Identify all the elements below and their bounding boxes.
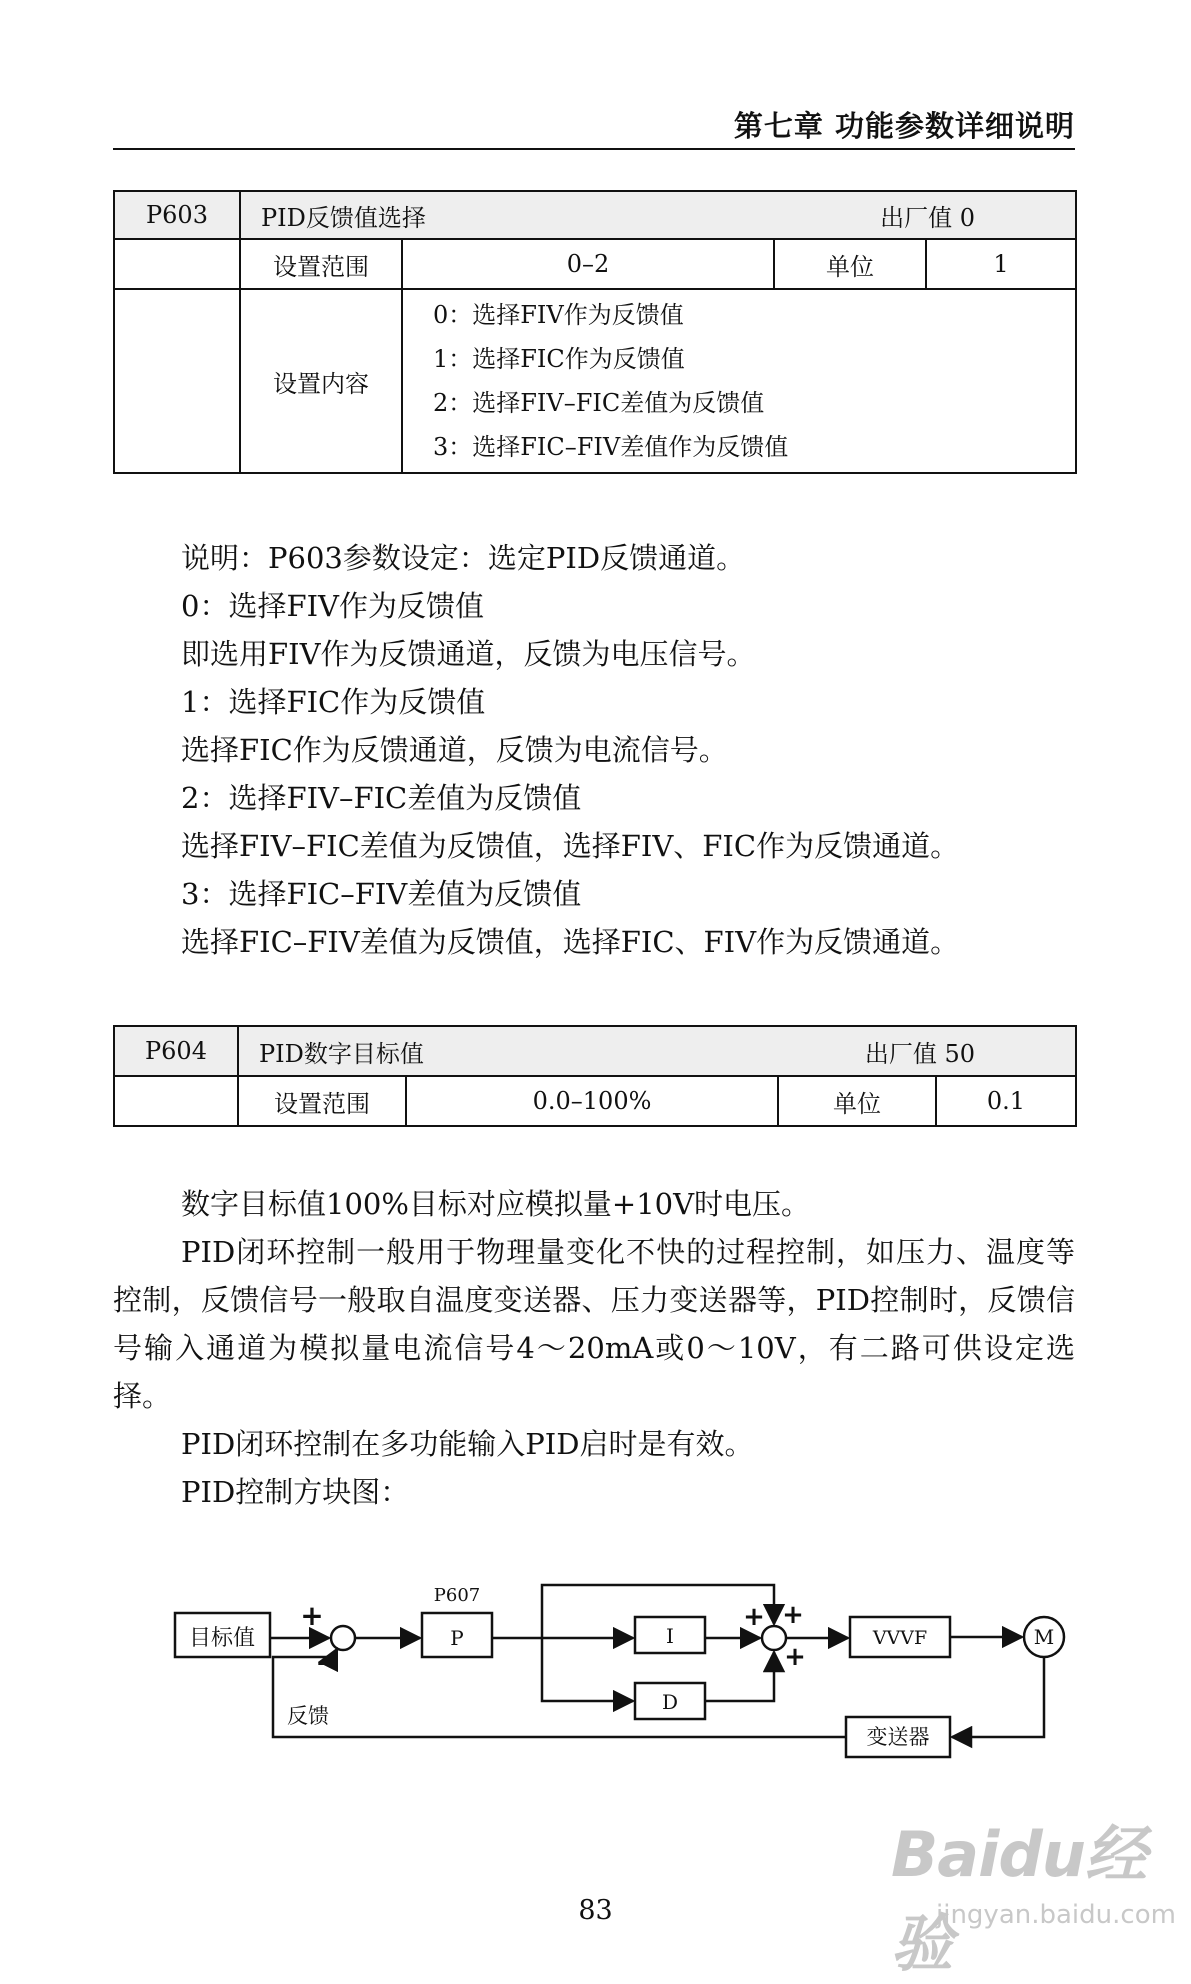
p604-name: PID数字目标值 <box>259 1039 424 1068</box>
p604-description <box>113 1180 1075 1516</box>
p603-content-label: 设置内容 <box>240 289 402 473</box>
p604-range-value: 0.0–100% <box>406 1076 778 1126</box>
p604-code: P604 <box>114 1026 238 1076</box>
page-header <box>113 96 1075 150</box>
target-label: 目标值 <box>188 1626 256 1651</box>
watermark-logo: Baidu经验 <box>891 1818 1146 1980</box>
page-number: 83 <box>578 1895 613 1926</box>
p604-title-cell <box>238 1026 1076 1076</box>
plus-sign: + <box>784 1642 806 1672</box>
p603-unit-label: 单位 <box>774 239 926 289</box>
p603-explanation <box>113 534 1075 966</box>
arrow-motor-to-transmitter <box>952 1657 1044 1737</box>
feedback-label: 反馈 <box>287 1704 329 1728</box>
p603-empty-cell <box>114 239 240 289</box>
p-label: P <box>450 1626 464 1650</box>
p603-option: 0：选择FIV作为反馈值 <box>433 301 684 329</box>
d-label: D <box>661 1690 679 1714</box>
desc-line: 数字目标值100%目标对应模拟量+10V时电压。 <box>181 1187 811 1221</box>
explain-line: 选择FIC作为反馈通道，反馈为电流信号。 <box>181 733 728 767</box>
desc-paragraph: PID闭环控制一般用于物理量变化不快的过程控制，如压力、温度等控制，反馈信号一般取自温度变送器、压力变送器等，PID控制时，反馈信号输入通道为模拟量电流信号4～20mA或0～10V，有二路可供设定选择。 <box>113 1235 1075 1413</box>
explain-line: 选择FIV–FIC差值为反馈值，选择FIV、FIC作为反馈通道。 <box>181 829 960 863</box>
p604-range-label: 设置范围 <box>238 1076 406 1126</box>
p603-range-value: 0–2 <box>402 239 774 289</box>
vvvf-label: VVVF <box>872 1627 928 1649</box>
i-label: I <box>666 1624 674 1648</box>
p-param-label: P607 <box>433 1585 481 1606</box>
baidu-watermark <box>891 1805 1176 1980</box>
minus-sign: – <box>317 1648 329 1676</box>
explain-line: 3：选择FIC–FIV差值为反馈值 <box>181 877 582 911</box>
p603-option: 3：选择FIC–FIV差值作为反馈值 <box>433 433 789 461</box>
explain-line: 1：选择FIC作为反馈值 <box>181 685 486 719</box>
p603-code: P603 <box>114 191 240 239</box>
arrow-to-d <box>542 1638 633 1701</box>
p603-empty-cell-2 <box>114 289 240 473</box>
p603-option: 1：选择FIC作为反馈值 <box>433 345 685 373</box>
p604-unit-label: 单位 <box>778 1076 936 1126</box>
arrow-d-to-sum2 <box>705 1652 774 1701</box>
chapter-title: 第七章 功能参数详细说明 <box>733 109 1075 143</box>
explain-line: 0：选择FIV作为反馈值 <box>181 589 484 623</box>
plus-sign: + <box>782 1600 804 1630</box>
p603-default: 出厂值 0 <box>880 203 975 232</box>
plus-sign: + <box>300 1599 324 1632</box>
p603-name: PID反馈值选择 <box>261 203 426 232</box>
p603-title-cell <box>240 191 1076 239</box>
p603-options <box>402 289 1076 473</box>
p604-default: 出厂值 50 <box>864 1039 975 1068</box>
explain-line: 选择FIC–FIV差值为反馈值，选择FIC、FIV作为反馈通道。 <box>181 925 960 959</box>
desc-line: PID闭环控制在多功能输入PID启时是有效。 <box>181 1427 754 1461</box>
p603-unit-value: 1 <box>926 239 1076 289</box>
p603-option: 2：选择FIV–FIC差值为反馈值 <box>433 389 765 417</box>
explain-line: 即选用FIV作为反馈通道，反馈为电压信号。 <box>181 637 756 671</box>
transmitter-label: 变送器 <box>866 1725 930 1749</box>
p603-range-label: 设置范围 <box>240 239 402 289</box>
p604-unit-value: 0.1 <box>936 1076 1076 1126</box>
p604-table <box>113 1025 1077 1127</box>
motor-label: M <box>1033 1625 1055 1649</box>
watermark-url: jingyan.baidu.com <box>936 1900 1176 1930</box>
plus-sign: + <box>743 1602 765 1632</box>
arrow-feedback <box>273 1649 846 1737</box>
explain-line: 2：选择FIV–FIC差值为反馈值 <box>181 781 582 815</box>
desc-line: PID控制方块图： <box>181 1475 410 1509</box>
p603-table <box>113 190 1077 474</box>
p604-empty-cell <box>114 1076 238 1126</box>
explain-line: 说明：P603参数设定：选定PID反馈通道。 <box>181 541 746 575</box>
pid-block-diagram <box>170 1565 1090 1815</box>
summing-junction-1 <box>331 1626 355 1650</box>
